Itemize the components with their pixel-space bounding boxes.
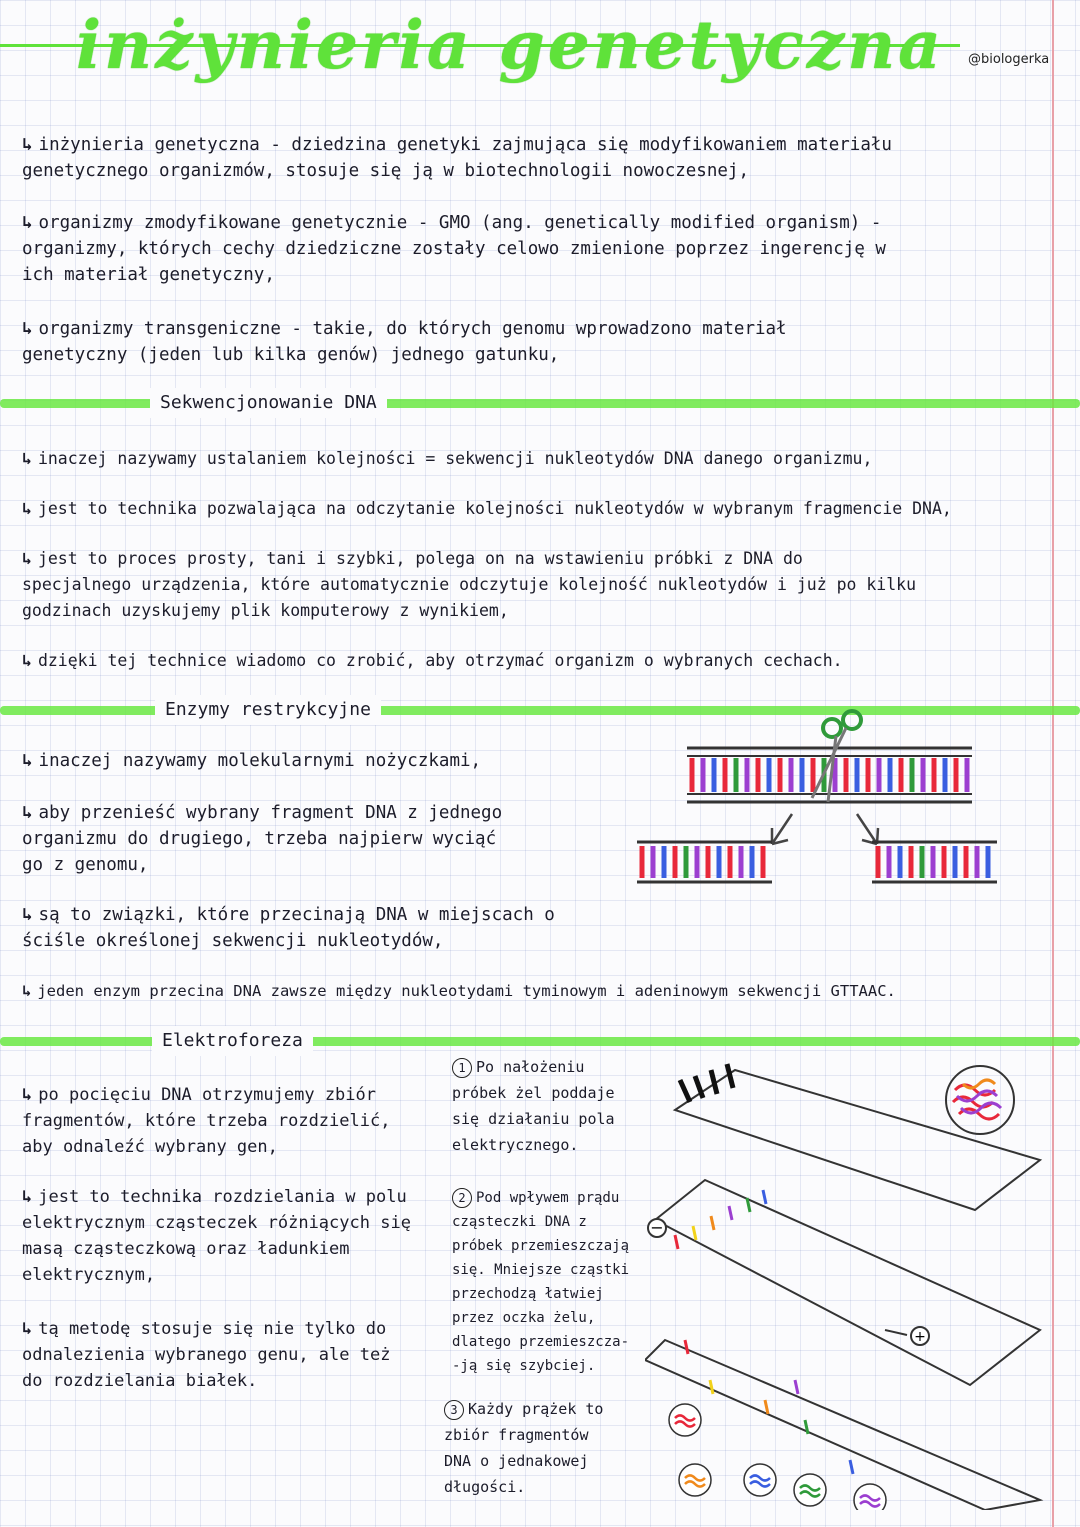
- dna-fragment-zoom-icon: [744, 1464, 776, 1496]
- gel-band: [805, 1420, 808, 1434]
- step-line: próbek przemieszczają: [452, 1238, 630, 1254]
- arrow-icon: ↳: [22, 1319, 33, 1339]
- electrophoresis-note-2: [22, 1184, 462, 1288]
- intro-note-2: [22, 210, 1042, 288]
- note-line: go z genomu,: [22, 855, 149, 875]
- gel-band: [710, 1380, 713, 1394]
- gel-band: [675, 1235, 678, 1249]
- gel-band: [763, 1190, 766, 1204]
- section-heading-sequencing: [0, 388, 1080, 418]
- pipette-icon: [680, 1064, 733, 1102]
- step-line: DNA o jednakowej: [444, 1452, 589, 1470]
- electrophoresis-step-2: [452, 1186, 652, 1378]
- sequencing-note-1: [22, 446, 1062, 472]
- step-line: Pod wpływem prądu: [476, 1190, 620, 1206]
- note-line: są to związki, które przecinają DNA w miejscach o: [38, 905, 555, 925]
- dna-cutting-illustration: [632, 706, 1012, 886]
- step-line: przechodzą łatwiej: [452, 1286, 604, 1302]
- arrow-icon: ↳: [22, 803, 33, 823]
- step-line: się. Mniejsze cząstki: [452, 1262, 630, 1278]
- gel-band: [765, 1400, 768, 1414]
- note-line: aby przenieść wybrany fragment DNA z jednego: [38, 803, 503, 823]
- note-line: jest to technika pozwalająca na odczytanie kolejności nukleotydów w wybranym fragmencie DNA,: [37, 499, 952, 518]
- electrophoresis-note-3: [22, 1316, 462, 1394]
- note-line: organizmu do drugiego, trzeba najpierw wyciąć: [22, 829, 497, 849]
- enzymes-note-2: [22, 800, 622, 878]
- section-title: Elektroforeza: [152, 1026, 313, 1056]
- step-line: dlatego przemieszcza-: [452, 1334, 630, 1350]
- note-line: jest to technika rozdzielania w polu: [38, 1187, 407, 1207]
- arrow-down-right-icon: [857, 814, 878, 844]
- dna-fragment-zoom-icon: [679, 1464, 711, 1496]
- minus-sign: −: [650, 1218, 664, 1237]
- arrow-icon: ↳: [22, 499, 32, 518]
- plus-sign: +: [914, 1329, 926, 1345]
- note-line: po pocięciu DNA otrzymujemy zbiór: [38, 1085, 377, 1105]
- step-line: cząsteczki DNA z: [452, 1214, 587, 1230]
- step-line: się działaniu pola: [452, 1110, 615, 1128]
- sequencing-note-4: [22, 648, 1062, 674]
- arrow-icon: ↳: [22, 651, 32, 670]
- note-line: elektrycznym cząsteczek różniących się: [22, 1213, 411, 1233]
- enzymes-note-3: [22, 902, 622, 954]
- electrophoresis-step-1: [452, 1054, 642, 1158]
- arrow-down-left-icon: [772, 814, 792, 844]
- arrow-icon: ↳: [22, 449, 32, 468]
- step-line: próbek żel poddaje: [452, 1084, 615, 1102]
- gel-slab-running: [648, 1180, 1040, 1385]
- enzymes-note-1: [22, 748, 622, 774]
- author-handle: @biologerka: [968, 52, 1050, 67]
- arrow-icon: ↳: [22, 1085, 33, 1105]
- gel-band: [685, 1340, 688, 1354]
- section-title: Enzymy restrykcyjne: [155, 695, 381, 725]
- step-line: zbiór fragmentów: [444, 1426, 589, 1444]
- note-line: fragmentów, które trzeba rozdzielić,: [22, 1111, 391, 1131]
- note-line: organizmy transgeniczne - takie, do których genomu wprowadzono materiał: [38, 319, 787, 339]
- note-line: aby odnaleźć wybrany gen,: [22, 1137, 278, 1157]
- gel-band: [693, 1226, 696, 1240]
- gel-band: [711, 1216, 714, 1230]
- electrophoresis-step-3: [444, 1396, 644, 1500]
- note-line: jest to proces prosty, tani i szybki, polega on na wstawieniu próbki z DNA do: [37, 549, 803, 568]
- gel-electrophoresis-illustration: [645, 1040, 1045, 1510]
- gel-slab-top: [675, 1064, 1040, 1210]
- arrow-icon: ↳: [22, 982, 32, 1000]
- step-line: przez oczka żelu,: [452, 1310, 596, 1326]
- page-title: inżynieria genetyczna: [76, 6, 944, 84]
- note-line: tą metodę stosuje się nie tylko do: [38, 1319, 387, 1339]
- note-line: inaczej nazywamy ustalaniem kolejności = sekwencji nukleotydów DNA danego organizmu,: [37, 449, 873, 468]
- dna-fragment-left: [637, 842, 772, 882]
- arrow-icon: ↳: [22, 319, 33, 339]
- note-line: jeden enzym przecina DNA zawsze między nukleotydami tyminowym i adeninowym sekwencji GTTAAC.: [37, 982, 896, 1000]
- arrow-icon: ↳: [22, 1187, 33, 1207]
- step-number: 1: [452, 1058, 472, 1078]
- note-line: ich materiał genetyczny,: [22, 265, 275, 285]
- note-line: genetycznego organizmów, stosuje się ją w biotechnologii nowoczesnej,: [22, 161, 749, 181]
- step-number: 2: [452, 1188, 472, 1208]
- step-number: 3: [444, 1400, 464, 1420]
- arrow-icon: ↳: [22, 213, 33, 233]
- note-line: inaczej nazywamy molekularnymi nożyczkami,: [38, 751, 482, 771]
- step-line: elektrycznego.: [452, 1136, 579, 1154]
- note-line: organizmy zmodyfikowane genetycznie - GMO (ang. genetically modified organism) -: [38, 213, 882, 233]
- enzymes-note-4: [22, 978, 1062, 1004]
- notebook-margin-line: [1052, 0, 1054, 1527]
- note-line: do rozdzielania białek.: [22, 1371, 258, 1391]
- note-line: specjalnego urządzenia, które automatycznie odczytuje kolejność nukleotydów i już po kilku: [22, 575, 917, 594]
- note-line: masą cząsteczkową oraz ładunkiem: [22, 1239, 350, 1259]
- intro-note-1: [22, 132, 1042, 184]
- note-line: dzięki tej technice wiadomo co zrobić, aby otrzymać organizm o wybranych cechach.: [37, 651, 843, 670]
- gel-band: [795, 1380, 798, 1394]
- sequencing-note-2: [22, 496, 1062, 522]
- dna-fragment-zoom-icon: [669, 1404, 701, 1436]
- note-line: ściśle określonej sekwencji nukleotydów,: [22, 931, 444, 951]
- gel-band: [729, 1206, 732, 1220]
- step-line: długości.: [444, 1478, 526, 1496]
- intro-note-3: [22, 316, 1042, 368]
- step-line: Każdy prążek to: [468, 1400, 604, 1418]
- note-line: inżynieria genetyczna - dziedzina genetyki zajmująca się modyfikowaniem materiału: [38, 135, 892, 155]
- electrophoresis-note-1: [22, 1082, 462, 1160]
- arrow-icon: ↳: [22, 549, 32, 568]
- step-line: Po nałożeniu: [476, 1058, 585, 1076]
- arrow-icon: ↳: [22, 135, 33, 155]
- step-line: -ją się szybciej.: [452, 1358, 596, 1374]
- dna-fragment-right: [872, 842, 997, 882]
- note-line: godzinach uzyskujemy plik komputerowy z wynikiem,: [22, 601, 509, 620]
- dna-fragment-zoom-icon: [794, 1474, 826, 1506]
- note-line: elektrycznym,: [22, 1265, 156, 1285]
- note-line: odnalezienia wybranego genu, ale też: [22, 1345, 391, 1365]
- note-line: genetyczny (jeden lub kilka genów) jednego gatunku,: [22, 345, 560, 365]
- arrow-icon: ↳: [22, 751, 33, 771]
- note-line: organizmy, których cechy dziedziczne zostały celowo zmienione poprzez ingerencję w: [22, 239, 886, 259]
- arrow-icon: ↳: [22, 905, 33, 925]
- sequencing-note-3: [22, 546, 1062, 624]
- gel-band: [850, 1460, 853, 1474]
- section-title: Sekwencjonowanie DNA: [150, 388, 387, 418]
